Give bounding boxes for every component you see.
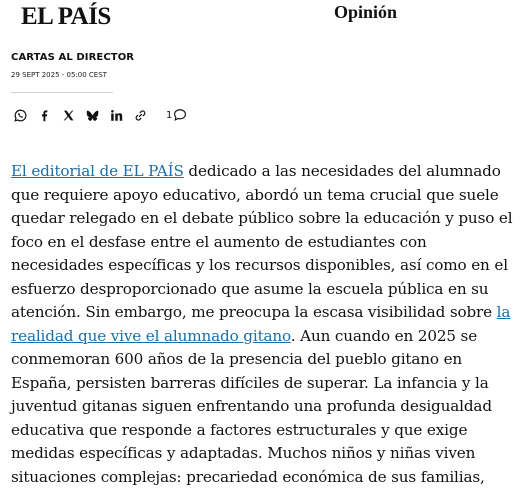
roma-students-link[interactable]: la realidad que vive el alumnado gitano <box>11 303 511 345</box>
top-bar <box>0 0 527 34</box>
comment-bubble-icon <box>173 108 187 122</box>
divider <box>11 92 113 93</box>
article-date: 29 SEPT 2025 - 05:00 CEST <box>11 71 107 79</box>
comment-count: 1 <box>166 109 173 121</box>
x-icon[interactable] <box>59 106 78 125</box>
editorial-link[interactable]: El editorial de EL PAÍS <box>11 162 184 180</box>
section-title[interactable]: Opinión <box>334 2 398 22</box>
linkedin-icon[interactable] <box>107 106 126 125</box>
bluesky-icon[interactable] <box>83 106 102 125</box>
comments-button[interactable] <box>166 108 187 122</box>
article-body <box>11 160 516 489</box>
copy-link-icon[interactable] <box>131 106 150 125</box>
el-pais-logo[interactable]: EL PAÍS <box>21 3 111 30</box>
facebook-icon[interactable] <box>35 106 54 125</box>
body-text-part-2: . Aun cuando en 2025 se conmemoran 600 años de la presencia del pueblo gitano en España, persisten barreras difíciles de superar. La infancia y la juventud gitanas siguen enfrentando una profunda desigualdad educativa que responde a factores estructurales y que exige medidas específicas y adaptadas. Muchos niños y niñas viven situaciones complejas: precariedad económica de sus familias, <box>11 326 492 486</box>
body-text-part-1: dedicado a las necesidades del alumnado que requiere apoyo educativo, abordó un tema crucial que suele quedar relegado en el debate público sobre la educación y puso el foco en el desfase entre el aumento de estudiantes con necesidades específicas y los recursos disponibles, así como en el esfuerzo desproporcionado que asume la escuela pública en su atención. Sin embargo, me preocupa la escasa visibilidad sobre <box>11 162 513 321</box>
share-bar <box>11 105 187 125</box>
article-kicker[interactable]: CARTAS AL DIRECTOR <box>11 52 135 63</box>
whatsapp-icon[interactable] <box>11 106 30 125</box>
